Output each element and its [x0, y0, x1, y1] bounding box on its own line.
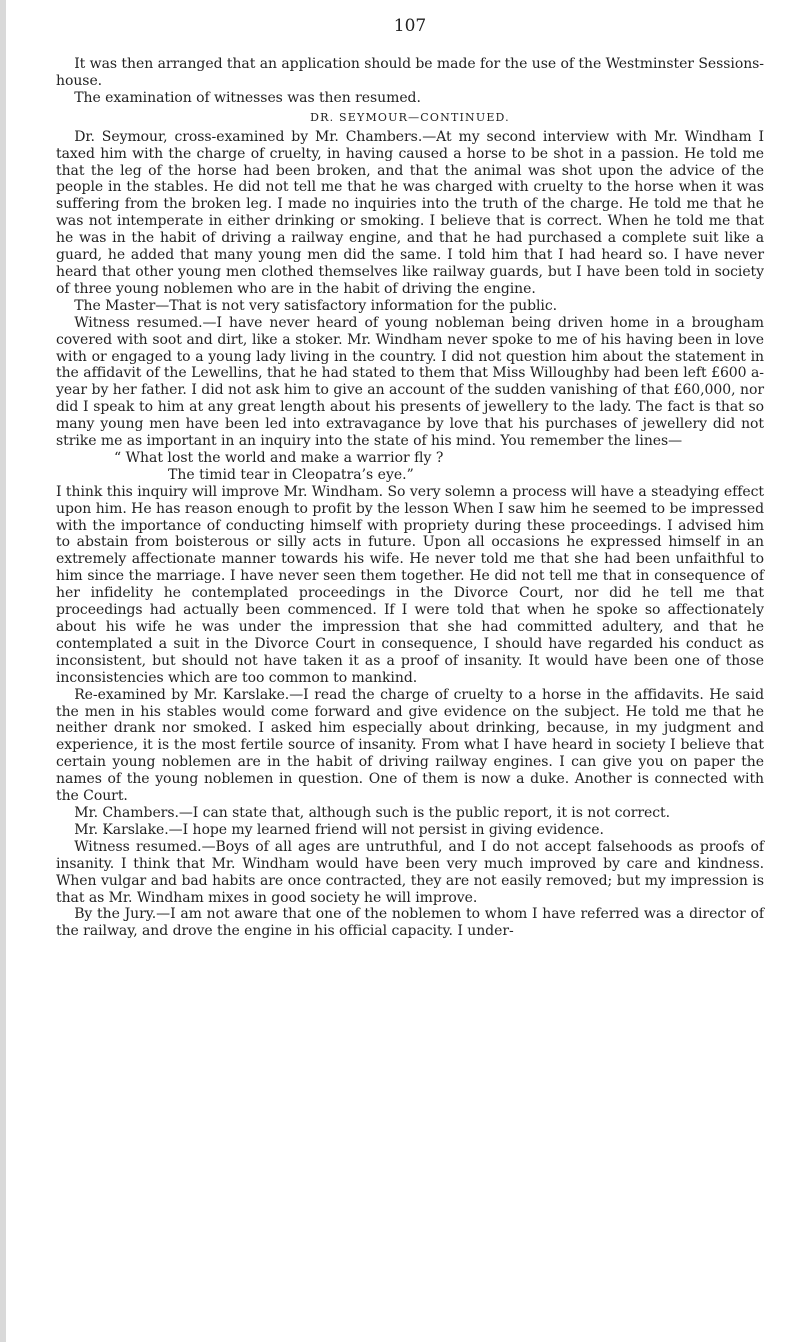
paragraph: Mr. Chambers.—I can state that, although such is the public report, it is not correct. [74, 804, 671, 821]
paragraph: It was then arranged that an application should be made for the use of the Westminster Sessions-house. [56, 56, 764, 89]
page-number: 107 [393, 16, 427, 36]
paragraph: Dr. Seymour, cross-examined by Mr. Chambers.—At my second interview with Mr. Windham I taxed him with the charge of cruelty, in having caused a horse to be shot in a passion. He told me that the leg of the horse had been broken, and that the animal was shot upon the advice of the people in the stables. He did not tell me that he was charged with cruelty to the horse when it was suffering from the broken leg. I made no inquiries into the truth of the charge. He told me that he was not intemperate in either drinking or smoking. I believe that is correct. When he told me that he was in the habit of driving a railway engine, and that he had purchased a complete suit like a guard, he added that many young men did the same. I told him that I had heard so. I have never heard that other young men clothed themselves like railway guards, but I have been told in society of three young noblemen who are in the habit of driving the engine. [56, 128, 764, 297]
paragraph: By the Jury.—I am not aware that one of the noblemen to whom I have referred was a director of the railway, and drove the engine in his official capacity. I under- [56, 906, 764, 940]
paragraph: The examination of witnesses was then resumed. [74, 89, 421, 106]
paragraph: Re-examined by Mr. Karslake.—I read the charge of cruelty to a horse in the affidavits. He said the men in his stables would come forward and give evidence on the subject. He told me that he neither drank nor smoked. I asked him especially about drinking, because, in my judgment and experience, it is the most fertile source of insanity. From what I have heard in society I believe that certain young noblemen are in the habit of driving railway engines. I can give you on paper the names of the young noblemen in question. One of them is now a duke. Another is connected with the Court. [56, 686, 764, 805]
page-edge-shadow [0, 0, 6, 1342]
paragraph: I think this inquiry will improve Mr. Windham. So very solemn a process will have a steadying effect upon him. He has reason enough to profit by the lesson When I saw him he seemed to be impressed with the importance of conducting himself with propriety during these proceedings. I advised him to abstain from boisterous or silly acts in future. Upon all occasions he expressed himself in an extremely affectionate manner towards his wife. He never told me that she had been unfaithful to him since the marriage. I have never seen them together. He did not tell me that in consequence of her infidelity he contemplated proceedings in the Divorce Court, nor did he tell me that proceedings had actually been commenced. If I were told that when he spoke so affectionately about his wife he was under the impression that she had committed adultery, and that he contemplated a suit in the Divorce Court in consequence, I should have regarded his conduct as inconsistent, but should not have taken it as a proof of insanity. It would have been one of those inconsistencies which are too common to mankind. [56, 483, 764, 686]
paragraph: Witness resumed.—Boys of all ages are untruthful, and I do not accept falsehoods as proofs of insanity. I think that Mr. Windham would have been very much improved by care and kindness. When vulgar and bad habits are once contracted, they are not easily removed; but my impression is that as Mr. Windham mixes in good society he will improve. [56, 838, 764, 906]
paragraph: The Master—That is not very satisfactory information for the public. [74, 297, 558, 314]
paragraph: Witness resumed.—I have never heard of young nobleman being driven home in a brougham covered with soot and dirt, like a stoker. Mr. Windham never spoke to me of his having been in love with or engaged to a young lady living in the country. I did not question him about the statement in the affidavit of the Lewellins, that he had stated to them that Miss Willoughby had been left £600 a-year by her father. I did not ask him to give an account of the sudden vanishing of that £60,000, nor did I speak to him at any great length about his presents of jewellery to the lady. The fact is that so many young men have been led into extravagance by love that his purchases of jewellery did not strike me as important in an inquiry into the state of his mind. You remember the lines— [56, 314, 764, 450]
verse-line: The timid tear in Cleopatra’s eye.” [168, 466, 414, 483]
section-heading: DR. SEYMOUR—CONTINUED. [310, 110, 510, 124]
paragraph: Mr. Karslake.—I hope my learned friend will not persist in giving evidence. [74, 821, 604, 838]
verse-line: “ What lost the world and make a warrior fly ? [114, 449, 444, 466]
